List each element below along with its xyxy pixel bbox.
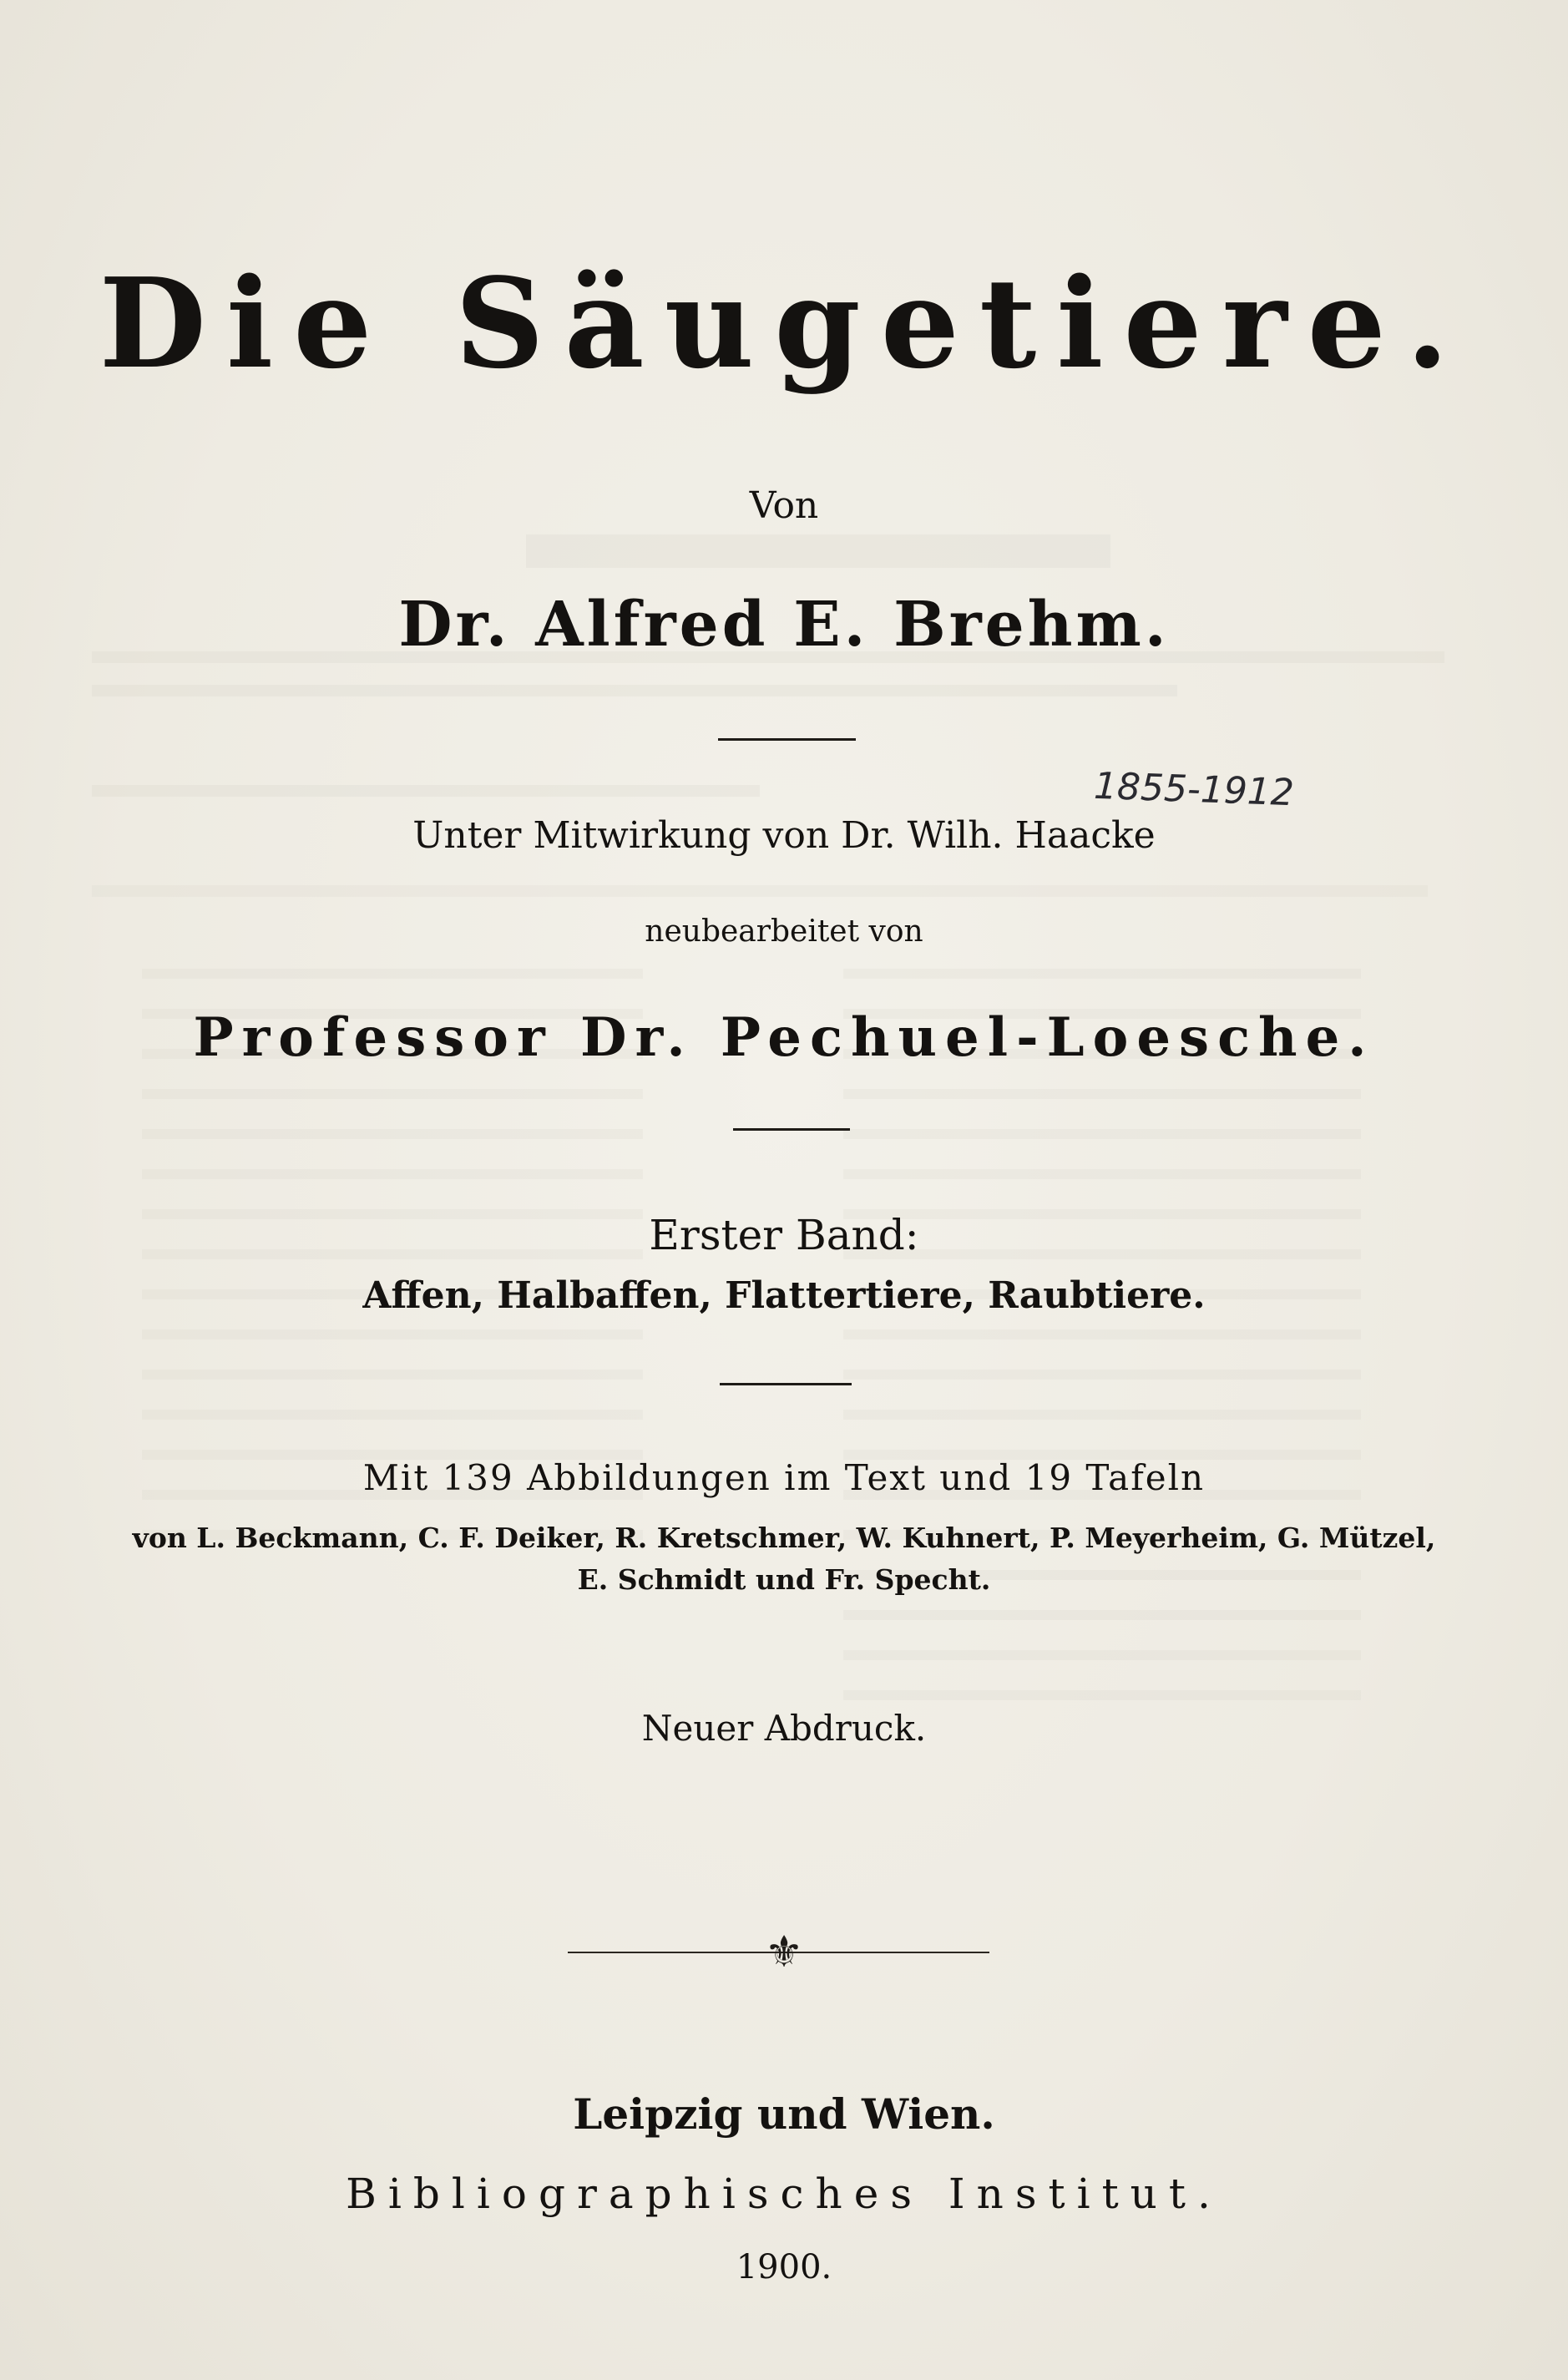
artists-line-1: von L. Beckmann, C. F. Deiker, R. Kretschmer, W. Kuhnert, P. Meyerheim, G. Mützel, xyxy=(132,1522,1436,1554)
ornamental-divider xyxy=(0,1927,1568,1977)
divider-2 xyxy=(733,1128,850,1131)
editor-name: Professor Dr. Pechuel-Loesche. xyxy=(193,1006,1375,1069)
handwritten-dates: 1855-1912 xyxy=(1093,764,1295,815)
divider-3 xyxy=(720,1383,852,1385)
book-title: Die Säugetiere. xyxy=(99,251,1469,396)
volume-contents: Affen, Halbaffen, Flattertiere, Raubtiere. xyxy=(362,1274,1206,1317)
divider-1 xyxy=(718,738,856,741)
collaboration-line: Unter Mitwirkung von Dr. Wilh. Haacke xyxy=(412,814,1156,857)
publication-place: Leipzig und Wien. xyxy=(573,2089,995,2139)
artists-line-2: E. Schmidt und Fr. Specht. xyxy=(577,1563,991,1596)
edition-label: Neuer Abdruck. xyxy=(641,1708,927,1749)
volume-label: Erster Band: xyxy=(649,1211,919,1259)
illustrations-line: Mit 139 Abbildungen im Text und 19 Tafeln xyxy=(362,1457,1206,1498)
by-label: Von xyxy=(749,484,819,527)
show-through-block xyxy=(92,534,1469,1787)
ornament-icon: ⚜ xyxy=(764,1927,804,1977)
publication-year: 1900. xyxy=(736,2248,832,2286)
revised-by-label: neubearbeitet von xyxy=(645,914,923,949)
author-name: Dr. Alfred E. Brehm. xyxy=(398,589,1170,661)
publisher-name: Bibliographisches Institut. xyxy=(346,2170,1222,2218)
